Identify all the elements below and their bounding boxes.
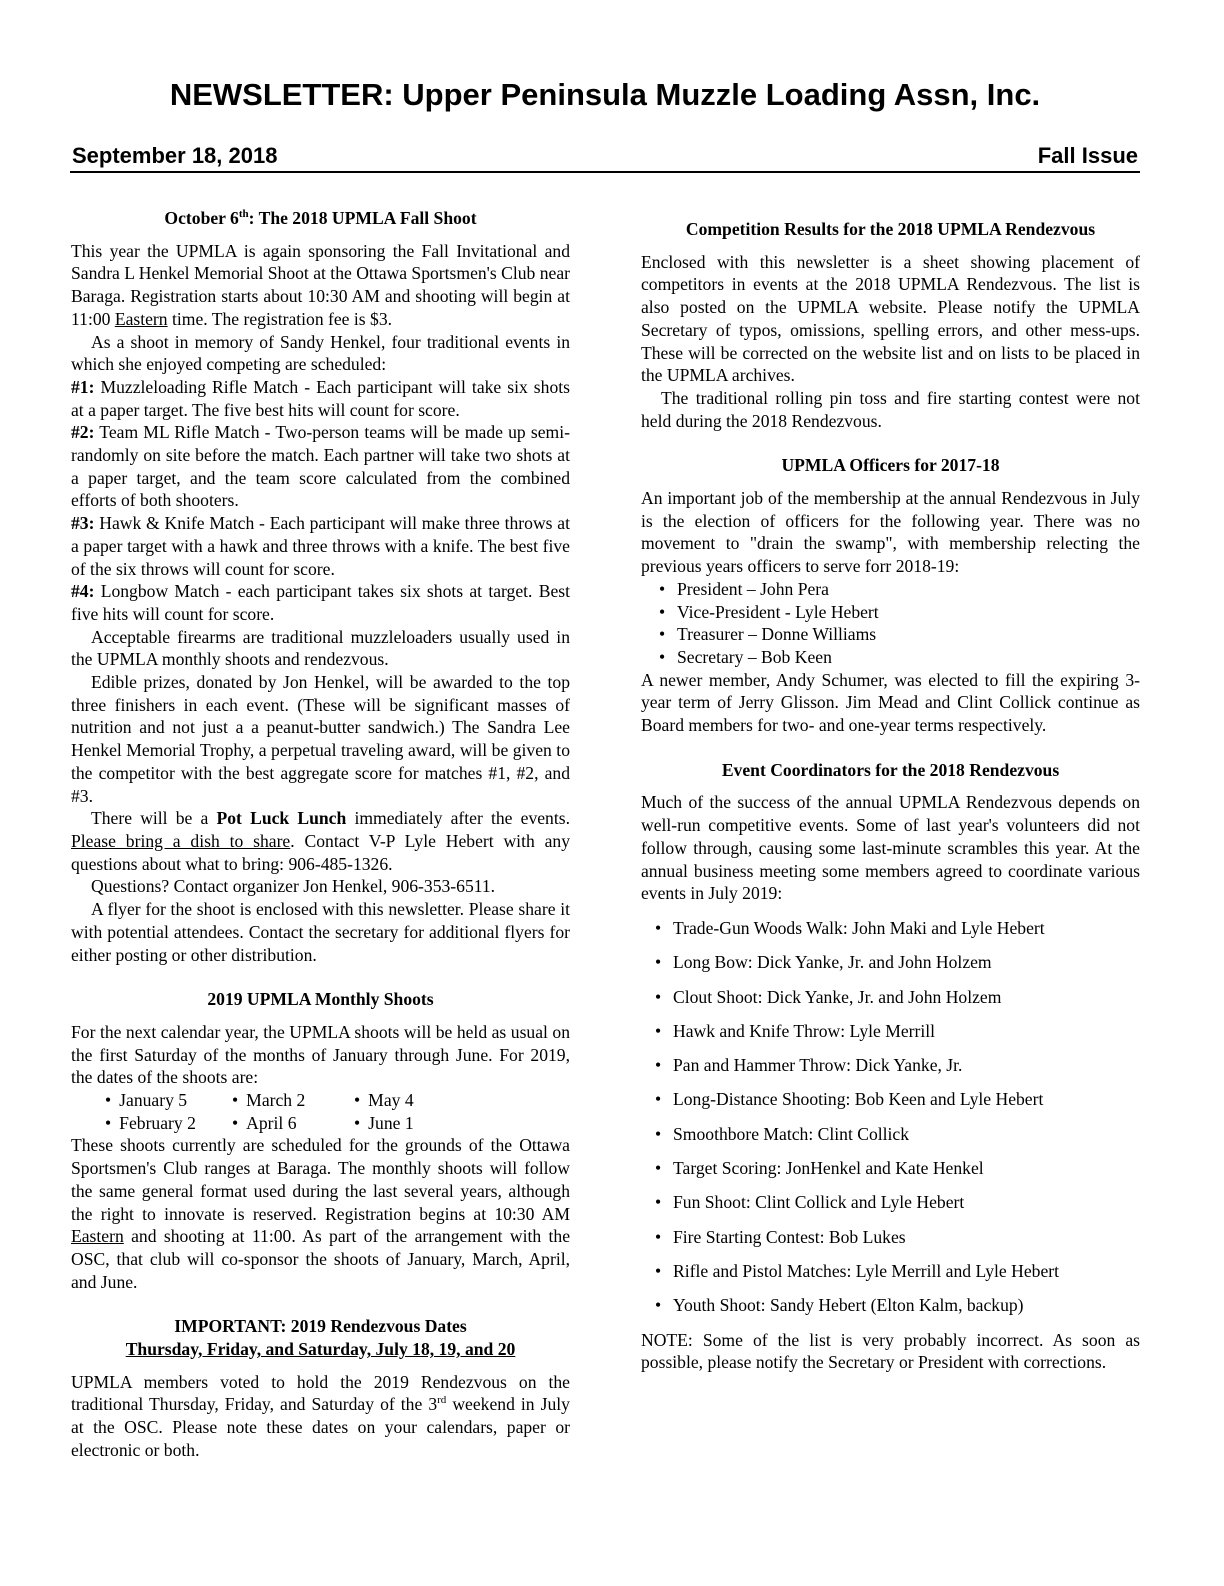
fall-shoot-questions: Questions? Contact organizer Jon Henkel, 906-353-6511. [91,876,496,897]
event-number: #2: [71,422,95,443]
monthly-intro: For the next calendar year, the UPMLA shoots will be held as usual on the first Saturday of the months of January through June. For 2019, the dates of the shoots are: [71,1021,570,1088]
text-span: This year the UPMLA is again sponsoring the Fall Invitational and Sandra L Henkel Memorial Shoot at the Ottawa Sportsmen's Club near Baraga. Registration starts about 10:30 AM and shooting will begin at 11:00 [71,240,570,329]
fall-shoot-firearms: Acceptable firearms are traditional muzzleloaders usually used in the UPMLA monthly shoots and rendezvous. [71,626,570,670]
shoot-date: • January 5 [105,1089,232,1112]
officer-item: • President – John Pera [659,578,1140,601]
coordinator-item: • Clout Shoot: Dick Yanke, Jr. and John Holzem [655,986,1140,1020]
event-number: #1: [71,376,95,397]
event-1 [71,376,570,421]
fall-shoot-heading [71,207,570,230]
coordinators-list [641,917,1140,1329]
fall-shoot-heading-date: October 6 [164,208,239,228]
eastern-underlined: Eastern [114,308,168,329]
shoot-date: • March 2 [232,1089,354,1112]
left-column [71,207,570,1462]
coordinator-item: • Target Scoring: JonHenkel and Kate Henkel [655,1157,1140,1191]
text-span: time. The registration fee is $3. [167,308,393,329]
coordinator-item: • Long Bow: Dick Yanke, Jr. and John Holzem [655,951,1140,985]
ordinal-sup: rd [437,1394,447,1407]
text-span: UPMLA members voted to hold the 2019 Rendezvous on the traditional Thursday, Friday, and Saturday of the 3 [71,1371,570,1415]
event-2 [71,421,570,512]
monthly-shoots-heading: 2019 UPMLA Monthly Shoots [207,989,434,1010]
text-span: There will be a [91,808,217,829]
issue-date: September 18, 2018 [72,143,278,168]
officers-intro: An important job of the membership at the annual Rendezvous in July is the election of officers for the following year. There was no movement to "drain the swamp", with membership relecting the previous years officers to serve forr 2018-19: [641,488,1140,577]
fall-shoot-heading-sup: th [238,208,249,221]
event-text: Longbow Match - each participant takes six shots at target. Best five hits will count for score. [71,581,570,624]
potluck-dish-underlined: Please bring a dish to share [71,830,291,851]
results-p1: Enclosed with this newsletter is a sheet showing placement of competitors in events at the 2018 UPMLA Rendezvous. The list is also posted on the UPMLA website. Please notify the UPMLA Secretary of typos, omissions, spelling errors, and other mess-ups. These will be corrected on the website list and on lists to be placed in the UPMLA archives. [641,251,1140,386]
coordinator-item: • Hawk and Knife Throw: Lyle Merrill [655,1020,1140,1054]
coordinator-item: • Smoothbore Match: Clint Collick [655,1123,1140,1157]
text-span: These shoots currently are scheduled for the grounds of the Ottawa Sportsmen's Club ranges at Baraga. The monthly shoots will follow the same general format used during the last several years, although the right to innovate is reserved. Registration begins at 10:30 AM [71,1135,570,1224]
eastern-underlined: Eastern [71,1226,124,1247]
rendezvous-subheading: Thursday, Friday, and Saturday, July 18, 19, and 20 [125,1339,516,1360]
fall-shoot-intro [71,240,570,331]
potluck-bold: Pot Luck Lunch [216,808,347,829]
event-text: Team ML Rifle Match - Two-person teams will be made up semi-randomly on site before the match. Each partner will take two shots at a paper target, and the team score calculated from the combined efforts of both shooters. [71,422,570,511]
fall-shoot-prizes: Edible prizes, donated by Jon Henkel, will be awarded to the top three finishers in each event. (These will be significant masses of nutrition and not just a a peanut-butter sandwich.) The Sandra Lee Henkel Memorial Trophy, a perpetual traveling award, will be given to the competitor with the best aggregate score for matches #1, #2, and #3. [71,672,570,806]
event-number: #3: [71,513,95,534]
text-span: immediately after the events. [346,808,570,829]
coordinator-item: • Long-Distance Shooting: Bob Keen and Lyle Hebert [655,1088,1140,1122]
coordinators-intro: Much of the success of the annual UPMLA Rendezvous depends on well-run competitive events. Some of last year's volunteers did not follow through, causing some last-minute scrambles this year. At the annual business meeting some members agreed to coordinate various events in July 2019: [641,792,1140,904]
monthly-body [71,1134,570,1293]
dateline [70,143,1140,173]
coordinator-item: • Fire Starting Contest: Bob Lukes [655,1226,1140,1260]
event-text: Hawk & Knife Match - Each participant will make three throws at a paper target with a hawk and three throws with a knife. The best five of the six throws will count for score. [71,513,570,579]
shoot-date: • April 6 [232,1112,354,1135]
rendezvous-heading: IMPORTANT: 2019 Rendezvous Dates [174,1316,467,1337]
coordinators-heading: Event Coordinators for the 2018 Rendezvous [721,759,1060,780]
officer-item: • Treasurer – Donne Williams [659,623,1140,646]
officer-item: • Secretary – Bob Keen [659,646,1140,669]
text-span: weekend in July at the OSC. Please note these dates on your calendars, paper or electronic or both. [71,1394,570,1460]
text-span: . Contact V-P Lyle Hebert with any questions about what to bring: 906-485-1326. [71,830,571,874]
officers-outro: A newer member, Andy Schumer, was elected to fill the expiring 3-year term of Jerry Glisson. Jim Mead and Clint Collick continue as Board members for two- and one-year terms respectively. [641,669,1140,736]
shoot-date: • May 4 [354,1089,464,1112]
monthly-dates [71,1089,570,1134]
officers-list [641,578,1140,669]
fall-shoot-potluck [71,807,570,875]
coordinators-note: NOTE: Some of the list is very probably incorrect. As soon as possible, please notify the Secretary or President with corrections. [641,1329,1140,1373]
fall-shoot-flyer: A flyer for the shoot is enclosed with this newsletter. Please share it with potential attendees. Contact the secretary for additional flyers for either posting or other distribution. [71,899,570,965]
fall-shoot-heading-title: : The 2018 UPMLA Fall Shoot [248,208,477,228]
text-span: and shooting at 11:00. As part of the arrangement with the OSC, that club will co-sponsor the shoots of January, March, April, and June. [71,1226,570,1292]
coordinator-item: • Rifle and Pistol Matches: Lyle Merrill and Lyle Hebert [655,1260,1140,1294]
shoot-date: • June 1 [354,1112,464,1135]
shoot-date: • February 2 [105,1112,232,1135]
officers-heading: UPMLA Officers for 2017-18 [781,455,1000,476]
event-3 [71,512,570,580]
fall-shoot-memory: As a shoot in memory of Sandy Henkel, four traditional events in which she enjoyed competing are scheduled: [71,331,570,375]
coordinator-item: • Pan and Hammer Throw: Dick Yanke, Jr. [655,1054,1140,1088]
results-p2: The traditional rolling pin toss and fire starting contest were not held during the 2018 Rendezvous. [641,387,1140,431]
event-number: #4: [71,581,95,602]
coordinator-item: • Fun Shoot: Clint Collick and Lyle Hebert [655,1191,1140,1225]
officer-item: • Vice-President - Lyle Hebert [659,601,1140,624]
coordinator-item: • Trade-Gun Woods Walk: John Maki and Lyle Hebert [655,917,1140,951]
coordinator-item: • Youth Shoot: Sandy Hebert (Elton Kalm, backup) [655,1294,1140,1328]
event-text: Muzzleloading Rifle Match - Each participant will take six shots at a paper target. The five best hits will count for score. [71,376,570,420]
newsletter-title: NEWSLETTER: Upper Peninsula Muzzle Loading Assn, Inc. [169,77,1041,112]
rendezvous-body [71,1371,570,1462]
event-4 [71,580,570,625]
right-column [641,218,1140,1374]
issue-name: Fall Issue [1037,143,1138,168]
results-heading: Competition Results for the 2018 UPMLA Rendezvous [685,219,1096,239]
